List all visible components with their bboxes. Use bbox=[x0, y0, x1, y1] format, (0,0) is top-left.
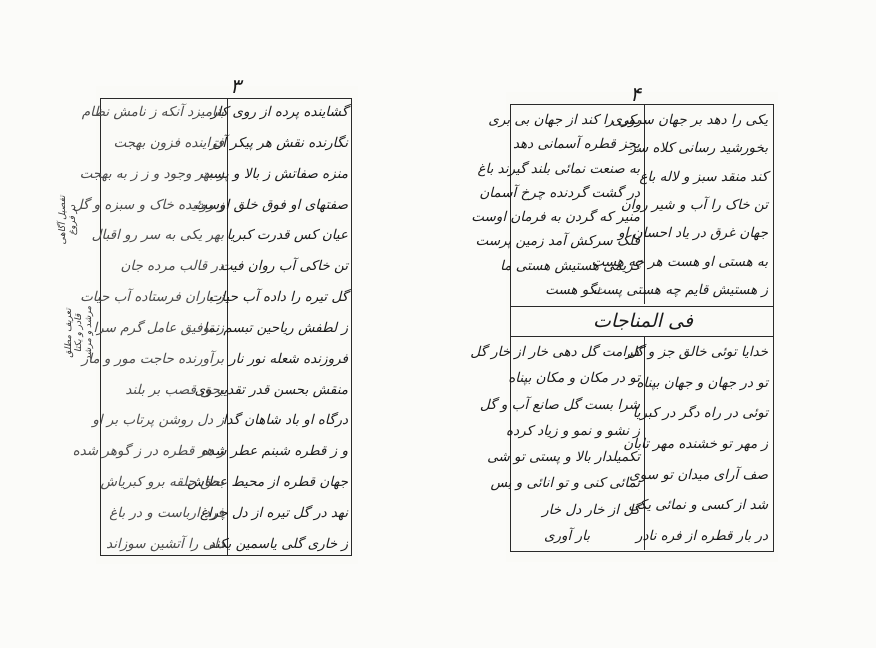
verse-line: منیر که گردن به فرمان اوست bbox=[471, 209, 640, 226]
verse-line: در گشت گردنده چرخ آسمان bbox=[479, 184, 640, 201]
heading-rule-top bbox=[510, 306, 774, 307]
verse-line: تن خاک را آب و شیر روان bbox=[620, 196, 768, 213]
verse-line: به صنعت نمائی بلند گیرند باغ bbox=[477, 160, 640, 177]
left-page-number: ۳ bbox=[230, 74, 241, 98]
verse-line: دلی را آتشین سوزاند bbox=[106, 535, 224, 552]
verse-line: کرامت گل دهی خار از خار گل bbox=[470, 344, 640, 360]
verse-line: بخورشید رسانی کلاه سر bbox=[629, 140, 768, 157]
verse-line: صفتهای او فوق خلق اوست bbox=[194, 196, 348, 213]
verse-line: ز مهر تو خشنده مهر تابان bbox=[623, 435, 768, 452]
margin-note: تعریف مطلق قادر و یکتا مرشد و مرشد bbox=[64, 305, 94, 361]
verse-line: جهان غرق در یاد احسان او bbox=[618, 225, 768, 242]
verse-line: تو در مکان و مکان بپناه bbox=[508, 370, 640, 387]
verse-line: در بار قطره از فره نادر bbox=[635, 527, 768, 544]
margin-note: تفصیل آگاهی در فروغ bbox=[58, 195, 78, 245]
verse-line: تکمیلدار بالا و پستی تو شی bbox=[487, 449, 640, 466]
verse-line: فلک سرکش آمد زمین پرست bbox=[475, 233, 640, 250]
right-page-top-right-column bbox=[591, 112, 768, 298]
verse-line: منزه صفاتش ز بالا و پست bbox=[199, 165, 348, 182]
verse-line: صف آرای میدان تو سوی bbox=[629, 466, 768, 483]
verse-line: فزاینده فزون بهجت bbox=[113, 134, 224, 151]
verse-line: منقش بحسن قدر تقدیر وی bbox=[194, 381, 348, 398]
verse-line: خدایا توئی خالق جز و گل bbox=[626, 344, 768, 360]
verse-line: ز توفیق عامل گرم سرا bbox=[93, 319, 224, 336]
verse-line: فروزنده شعله نور نار bbox=[229, 350, 348, 367]
verse-line: و ز قطره شبنم عطر شده bbox=[200, 443, 348, 460]
verse-line: عیان کس قدرت کبریا bbox=[226, 227, 348, 244]
verse-line: یکی را دهد بر جهان سروری bbox=[611, 112, 768, 128]
verse-line: درگاه او باد شاهان گدا bbox=[222, 412, 348, 429]
verse-line: ز خاری گلی یاسمین بکند bbox=[208, 535, 348, 552]
verse-line: ز باران فرستاده آب حیات bbox=[80, 289, 224, 306]
heading-rule-bottom bbox=[510, 336, 774, 337]
verse-line: فرد ارباست و در باغ bbox=[109, 504, 224, 521]
verse-line: گشاینده پرده از روی کار bbox=[211, 104, 348, 120]
verse-line: تو در جهان و جهان بپناه bbox=[636, 374, 768, 391]
verse-line: شرا بست گل صانع آب و گل bbox=[479, 396, 640, 413]
verse-line: بحق قصب بر بلند bbox=[125, 381, 224, 398]
verse-line: نمائی کنی و تو انائی و بس bbox=[490, 475, 640, 492]
verse-line: گل تیره را داده آب حیات bbox=[208, 289, 348, 306]
verse-line: گل از خار دل خار bbox=[542, 501, 640, 518]
left-page-right-column bbox=[187, 104, 348, 552]
verse-line: ز نشو و نمو و زیاد کرده bbox=[506, 422, 640, 439]
verse-line: نگو هست bbox=[545, 281, 600, 298]
verse-line: بنامیزد آنکه ز نامش نظام bbox=[81, 104, 224, 120]
verse-line: بار آوری bbox=[543, 527, 590, 544]
verse-line: بجز قطره آسمانی دهد bbox=[512, 136, 640, 153]
verse-line: شد از کسی و نمائی یکی bbox=[628, 497, 768, 514]
right-page-top-left-column bbox=[471, 112, 640, 298]
section-heading: فی المناجات bbox=[593, 310, 693, 332]
right-page-bottom-left-column bbox=[470, 344, 640, 544]
verse-line: ز هر قطره در ز گوهر شده bbox=[72, 443, 224, 460]
verse-line: به هستی او هست هر چه هست bbox=[591, 253, 768, 270]
verse-line: در قالب مرده جان bbox=[120, 258, 224, 275]
verse-line: تن خاکی آب روان فیت bbox=[219, 258, 348, 275]
right-page-number: ۴ bbox=[630, 82, 641, 106]
verse-line: ز بهر وجود و ز ز به بهجت bbox=[79, 165, 224, 182]
right-page bbox=[470, 82, 778, 562]
verse-line: کریمی هستیش هستی ما bbox=[500, 257, 640, 274]
right-page-bottom-right-column bbox=[623, 344, 768, 544]
verse-line: یکی را کند از جهان بی بری bbox=[488, 112, 640, 128]
verse-line: توئی در راه دگر در کبریا bbox=[632, 405, 768, 422]
verse-line: بحق حلقه برو کبریاش bbox=[100, 474, 224, 491]
verse-line: ز روئیده خاک و سبزه و گل bbox=[72, 196, 224, 213]
verse-line: جهان قطره از محیط عطاش bbox=[187, 474, 348, 491]
verse-line: ز دل روشن پرتاب بر او bbox=[92, 412, 224, 429]
verse-line: کند منقد سبز و لاله باغ bbox=[639, 168, 768, 185]
verse-line: ز هستیش قایم چه هستی پست bbox=[593, 281, 768, 298]
verse-line: نگارنده نقش هر پیکر آن bbox=[212, 134, 348, 151]
verse-line: بهر یکی به سر رو اقبال bbox=[91, 227, 224, 244]
verse-line: برآورنده حاجت مور و مار bbox=[81, 350, 224, 367]
verse-line: نهد در گل تیره از دل چراغ bbox=[199, 504, 348, 521]
verse-line: ز لطفش ریاحین تبسم نما bbox=[203, 319, 348, 336]
